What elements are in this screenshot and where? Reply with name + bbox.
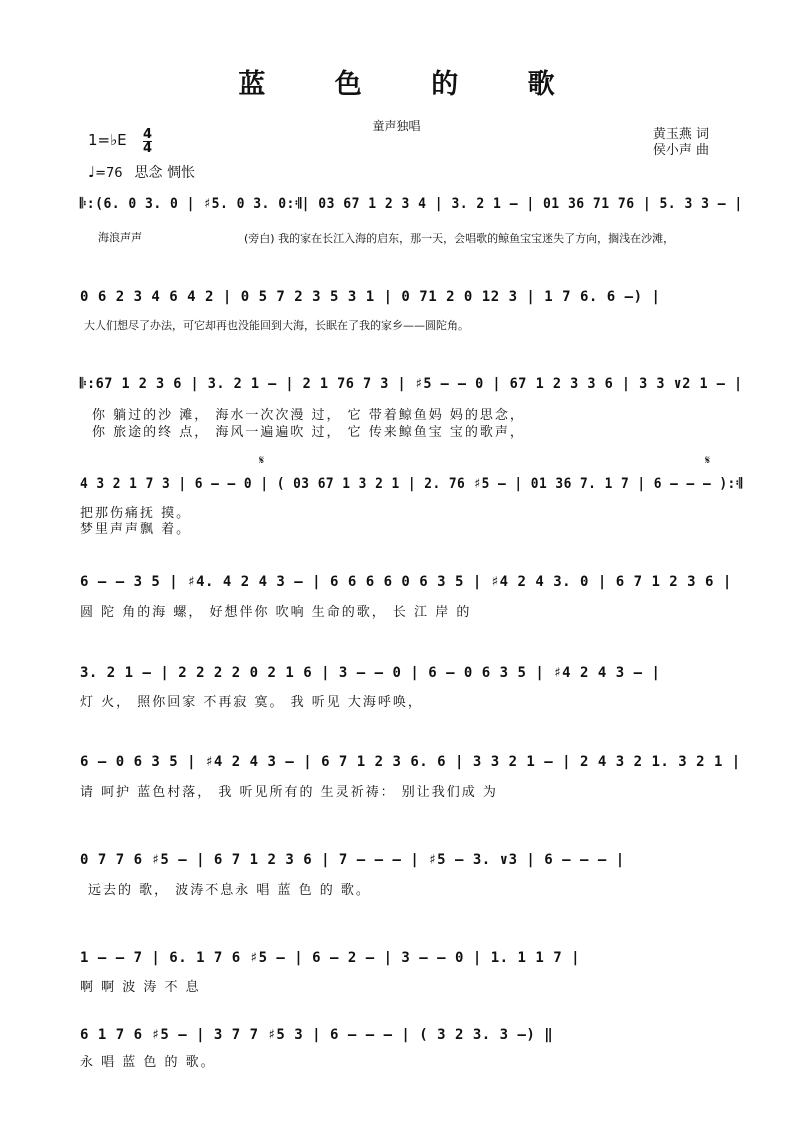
tempo-value: =76 <box>95 166 123 181</box>
notation-row-4: 4 3 2 1 7 3 | 6 – – 0 | ( 03 67 1 3 2 1 | 2. 76 ♯5 – | 01 36 7. 1 7 | 6 – – – ):𝄇 <box>80 476 743 492</box>
tempo-marking <box>88 162 195 182</box>
meter-bottom: 4 <box>143 141 153 156</box>
composer-credit: 侯小声 曲 <box>652 143 709 158</box>
notation-row-6: 3. 2 1 – | 2 2 2 2 0 2 1 6 | 3 – – 0 | 6 – 0 6 3 5 | ♯4 2 4 3 – | <box>80 665 661 681</box>
lyric-row-3-a: 你 躺过的沙 滩， 海水一次次漫 过， 它 带着鲸鱼妈 妈的思念， <box>92 408 525 423</box>
segno-icon: 𝄋 <box>259 453 265 467</box>
notation-row-7: 6 – 0 6 3 5 | ♯4 2 4 3 – | 6 7 1 2 3 6. 6 | 3 3 2 1 – | 2 4 3 2 1. 3 2 1 | <box>80 754 741 770</box>
notation-row-2: 0 6 2 3 4 6 4 2 | 0 5 7 2 3 5 3 1 | 0 71 2 0 12 3 | 1 7 6. 6 –) | <box>80 289 661 305</box>
mood-marking: 思念 惆怅 <box>134 165 195 181</box>
time-signature <box>143 128 152 155</box>
notation-row-8: 0 7 7 6 ♯5 – | 6 7 1 2 3 6 | 7 – – – | ♯5 – 3. ∨3 | 6 – – – | <box>80 852 625 868</box>
credits <box>653 127 709 159</box>
lyric-row-9-a: 啊 啊 波 涛 不 息 <box>80 980 201 995</box>
notation-row-3: 𝄆:67 1 2 3 6 | 3. 2 1 – | 2 1 76 7 3 | ♯5 – – 0 | 67 1 2 3 3 6 | 3 3 ∨2 1 – | <box>80 376 743 392</box>
meter-top: 4 <box>143 127 153 142</box>
lyric-row-7-a: 请 呵护 蓝色村落， 我 听见所有的 生灵祈祷： 别让我们成 为 <box>80 785 498 800</box>
lyric-row-1-b: (旁白) 我的家在长江入海的启东，那一天，会唱歌的鲸鱼宝宝迷失了方向，搁浅在沙滩， <box>244 232 675 245</box>
notation-row-5: 6 – – 3 5 | ♯4. 4 2 4 3 – | 6 6 6 6 0 6 3 5 | ♯4 2 4 3. 0 | 6 7 1 2 3 6 | <box>80 574 732 590</box>
lyric-row-4-b: 梦里声声飘 着。 <box>80 522 192 537</box>
quarter-note-icon: ♩ <box>88 163 96 181</box>
notation-row-9: 1 – – 7 | 6. 1 7 6 ♯5 – | 6 – 2 – | 3 – – 0 | 1. 1 1 7 | <box>80 950 581 966</box>
lyric-row-10-a: 永 唱 蓝 色 的 歌。 <box>80 1055 216 1070</box>
notation-row-1: 𝄆:(6. 0 3. 0 | ♯5. 0 3. 0:𝄇| 03 67 1 2 3 4 | 3. 2 1 – | 01 36 71 76 | 5. 3 3 – | <box>80 196 743 212</box>
lyric-row-1-a: 海浪声声 <box>98 231 142 244</box>
key-signature: 1=♭E <box>88 131 127 149</box>
lyric-row-8-a: 远去的 歌， 波涛不息永 唱 蓝 色 的 歌。 <box>88 883 371 898</box>
lyric-row-6-a: 灯 火， 照你回家 不再寂 寞。 我 听见 大海呼唤， <box>80 695 423 710</box>
song-title: 蓝 色 的 歌 <box>238 69 585 100</box>
lyric-row-3-b: 你 旅途的终 点， 海风一遍遍吹 过， 它 传来鲸鱼宝 宝的歌声， <box>92 425 525 440</box>
lyric-row-2-a: 大人们想尽了办法，可它却再也没能回到大海，长眠在了我的家乡——圆陀角。 <box>84 319 469 332</box>
lyricist-credit: 黄玉燕 词 <box>652 127 709 142</box>
song-subtitle: 童声独唱 <box>372 119 421 133</box>
lyric-row-5-a: 圆 陀 角的海 螺， 好想伴你 吹响 生命的歌， 长 江 岸 的 <box>80 605 472 620</box>
notation-row-10: 6 1 7 6 ♯5 – | 3 7 7 ♯5 3 | 6 – – – | ( 3 2 3. 3 –) ‖ <box>80 1027 554 1043</box>
lyric-row-4-a: 把那伤痛抚 摸。 <box>80 506 192 521</box>
segno-icon: 𝄋 <box>705 453 711 467</box>
